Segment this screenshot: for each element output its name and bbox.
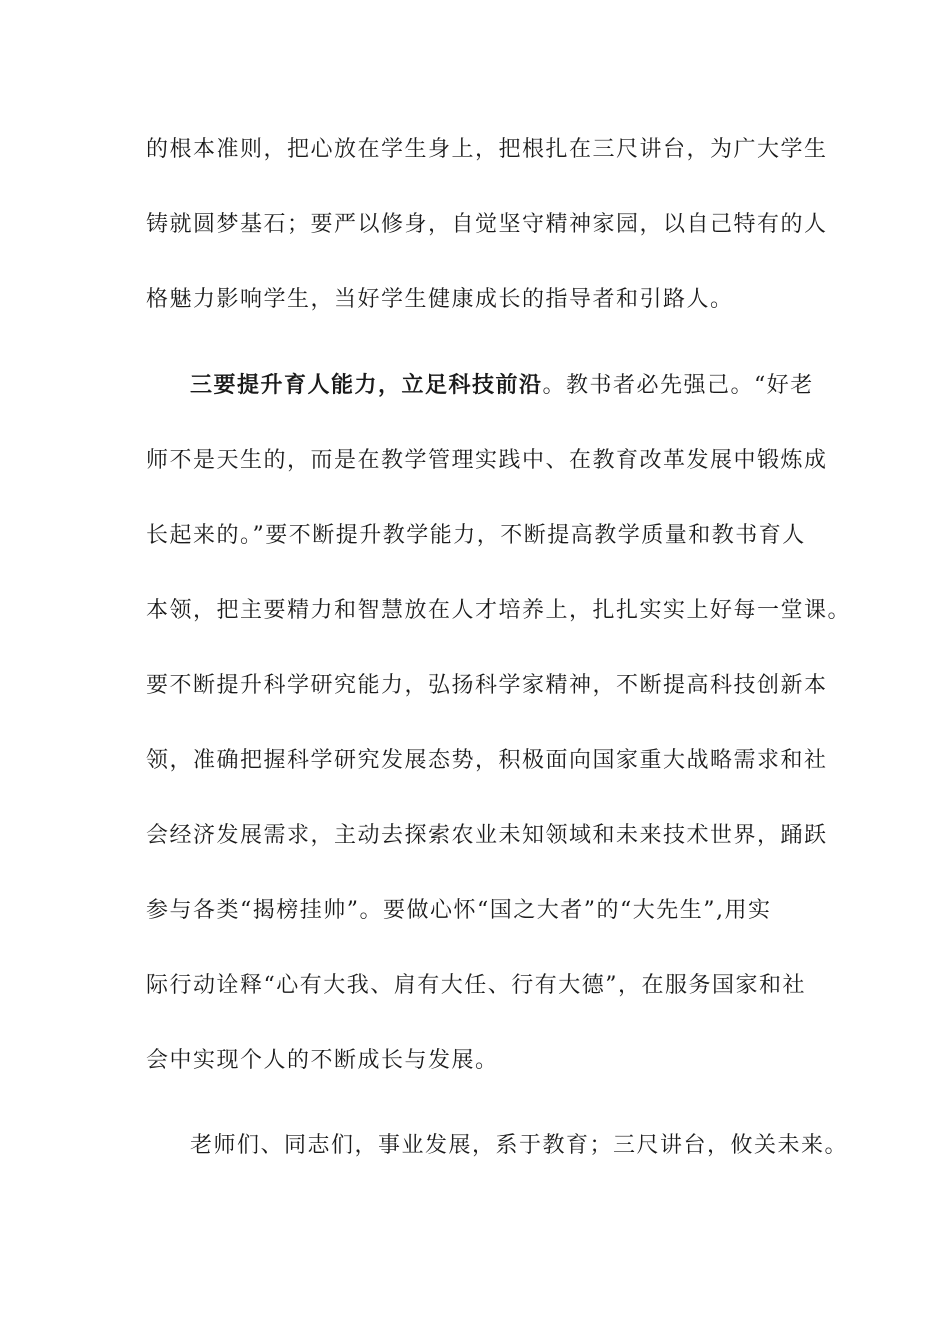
text-line: 领，准确把握科学研究发展态势，积极面向国家重大战略需求和社 bbox=[146, 748, 828, 773]
text-line: 参与各类“揭榜挂帅”。要做心怀“国之大者”的“大先生”,用实 bbox=[146, 898, 772, 923]
text-line: 会中实现个人的不断成长与发展。 bbox=[146, 1048, 499, 1073]
text-line: 格魅力影响学生，当好学生健康成长的指导者和引路人。 bbox=[146, 287, 734, 312]
paragraph-lead-line bbox=[190, 366, 826, 406]
text-line: 老师们、同志们，事业发展，系于教育；三尺讲台，攸关未来。 bbox=[190, 1133, 849, 1158]
text-line: 长起来的。”要不断提升教学能力，不断提高教学质量和教书育人 bbox=[146, 523, 806, 548]
text-line: 际行动诠释“心有大我、肩有大任、行有大德”，在服务国家和社 bbox=[146, 973, 806, 998]
text-line: 要不断提升科学研究能力，弘扬科学家精神，不断提高科技创新本 bbox=[146, 673, 828, 698]
text-span: 。教书者必先强己。“好老 bbox=[542, 373, 814, 398]
text-line: 的根本准则，把心放在学生身上，把根扎在三尺讲台，为广大学生 bbox=[146, 137, 828, 162]
text-line: 本领，把主要精力和智慧放在人才培养上，扎扎实实上好每一堂课。 bbox=[146, 598, 852, 623]
text-line: 师不是天生的，而是在教学管理实践中、在教育改革发展中锻炼成 bbox=[146, 448, 828, 473]
section-heading: 三要提升育人能力，立足科技前沿 bbox=[190, 373, 543, 398]
text-line: 铸就圆梦基石；要严以修身，自觉坚守精神家园，以自己特有的人 bbox=[146, 212, 828, 237]
text-line: 会经济发展需求，主动去探索农业未知领域和未来技术世界，踊跃 bbox=[146, 823, 828, 848]
